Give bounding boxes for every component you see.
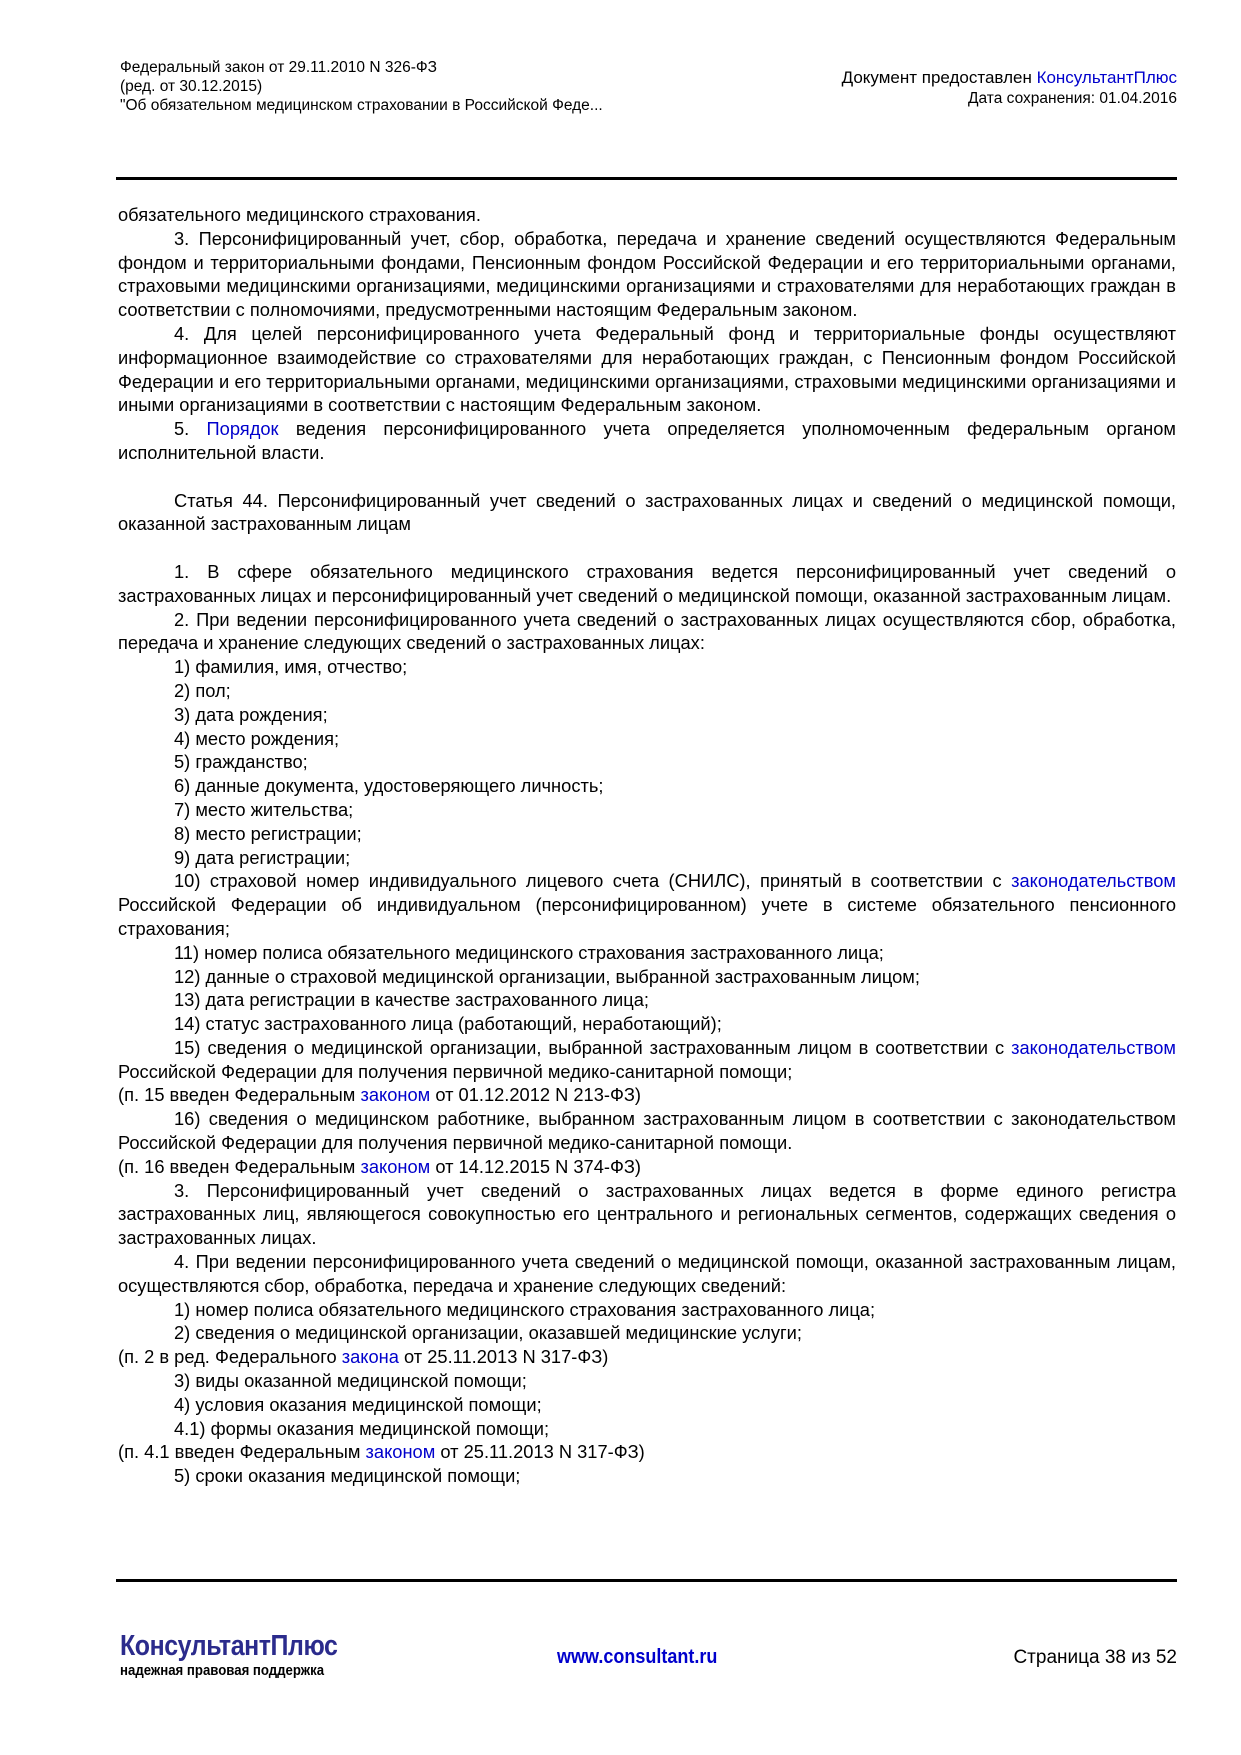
text: 15) сведения о медицинской организации, выбранной застрахованным лицом в соответствии с	[174, 1036, 1012, 1058]
footer-logo	[120, 1630, 373, 1680]
paragraph: 1. В сфере обязательного медицинского страхования ведется персонифицированный учет сведений о застрахованных лицах и персонифицированный учет сведений о медицинской помощи, оказанной застрахованным лицам.	[118, 560, 1176, 606]
list-item: 8) место регистрации;	[174, 822, 362, 844]
text: от 14.12.2015 N 374-ФЗ)	[430, 1155, 642, 1177]
doc-title-line: Федеральный закон от 29.11.2010 N 326-ФЗ	[120, 59, 438, 76]
text: (п. 4.1 введен Федеральным	[118, 1441, 366, 1463]
legislation-link[interactable]: законодательством	[1011, 870, 1176, 892]
text: от 01.12.2012 N 213-ФЗ)	[430, 1084, 642, 1106]
law-link[interactable]: законом	[360, 1084, 431, 1106]
text: (п. 16 введен Федеральным	[118, 1155, 361, 1177]
poryadok-link[interactable]: Порядок	[206, 418, 279, 440]
list-item: 3) дата рождения;	[174, 703, 328, 725]
doc-name-line: "Об обязательном медицинском страховании в Российской Феде...	[120, 97, 603, 114]
list-item	[118, 869, 1176, 940]
list-item: 16) сведения о медицинском работнике, выбранном застрахованным лицом в соответствии с законодательством Российской Федерации для получения первичной медико-санитарной помощи.	[118, 1108, 1176, 1154]
website-link[interactable]: www.consultant.ru	[557, 1646, 718, 1668]
save-date: Дата сохранения: 01.04.2016	[968, 90, 1177, 107]
amendment-note	[118, 1083, 1176, 1107]
header-divider	[116, 177, 1177, 180]
page-number: Страница 38 из 52	[1013, 1647, 1177, 1668]
amendment-note	[118, 1440, 1176, 1464]
text: 5.	[174, 418, 207, 440]
provided-by-label: Документ предоставлен	[841, 68, 1037, 87]
list-item: 9) дата регистрации;	[174, 846, 351, 868]
list-item: 7) место жительства;	[174, 798, 354, 820]
brand-name: КонсультантПлюс	[120, 1630, 338, 1662]
list-item: 5) гражданство;	[174, 751, 308, 773]
text: Российской Федерации для получения первичной медико-санитарной помощи;	[118, 1060, 793, 1082]
law-link[interactable]: законом	[360, 1155, 431, 1177]
list-item: 11) номер полиса обязательного медицинского страхования застрахованного лица;	[174, 941, 884, 963]
list-item: 6) данные документа, удостоверяющего личность;	[174, 775, 604, 797]
paragraph: 4. При ведении персонифицированного учета сведений о медицинской помощи, оказанной застрахованным лицам, осуществляются сбор, обработка, передача и хранение следующих сведений:	[118, 1251, 1176, 1296]
paragraph: 4. Для целей персонифицированного учета Федеральный фонд и территориальные фонды осуществляют информационное взаимодействие со страхователями для неработающих граждан, с Пенсионным фондом Российской Федерации и его территориальными органами, медицинскими организациями, страховыми медицинскими организациями и иными организациями в соответствии с настоящим Федеральным законом.	[118, 322, 1176, 416]
text: Российской Федерации об индивидуальном (персонифицированном) учете в системе обязательного пенсионного страхования;	[118, 894, 1176, 939]
amendment-note	[118, 1155, 1176, 1179]
paragraph: обязательного медицинского страхования.	[118, 204, 481, 225]
text: (п. 2 в ред. Федерального	[118, 1346, 342, 1368]
law-link[interactable]: закона	[341, 1346, 399, 1368]
document-header-provider	[842, 67, 1177, 109]
legislation-link[interactable]: законодательством	[1011, 1036, 1176, 1058]
paragraph	[118, 417, 1176, 465]
doc-edition-line: (ред. от 30.12.2015)	[120, 78, 263, 95]
paragraph: 3. Персонифицированный учет сведений о застрахованных лицах ведется в форме единого регистра застрахованных лиц, являющегося совокупностью его центрального и региональных сегментов, содержащих сведения о застрахованных лицах.	[118, 1179, 1176, 1249]
provided-by	[842, 67, 1177, 88]
list-item: 13) дата регистрации в качестве застрахованного лица;	[174, 989, 649, 1011]
provider-link[interactable]: КонсультантПлюс	[1036, 68, 1177, 87]
paragraph: 2. При ведении персонифицированного учета сведений о застрахованных лицах осуществляются сбор, обработка, передача и хранение следующих сведений о застрахованных лицах:	[118, 608, 1176, 654]
text: 10) страховой номер индивидуального лицевого счета (СНИЛС), принятый в соответствии с	[174, 870, 1012, 892]
text: ведения персонифицированного учета определяется уполномоченным федеральным органом исполнительной власти.	[118, 418, 1176, 463]
list-item	[118, 1036, 1176, 1084]
list-item: 2) сведения о медицинской организации, оказавшей медицинские услуги;	[174, 1322, 802, 1344]
document-header-title	[120, 58, 603, 115]
document-body	[118, 203, 1176, 1488]
text: от 25.11.2013 N 317-ФЗ)	[398, 1346, 609, 1368]
text: от 25.11.2013 N 317-ФЗ)	[435, 1441, 645, 1463]
law-link[interactable]: законом	[365, 1441, 436, 1463]
article-title: Статья 44. Персонифицированный учет сведений о застрахованных лицах и сведений о медицинской помощи, оказанной застрахованным лицам	[118, 489, 1176, 535]
list-item: 4) условия оказания медицинской помощи;	[174, 1393, 542, 1415]
amendment-note	[118, 1345, 1176, 1369]
list-item: 14) статус застрахованного лица (работающий, неработающий);	[174, 1013, 722, 1035]
list-item: 1) номер полиса обязательного медицинского страхования застрахованного лица;	[174, 1298, 876, 1320]
footer-divider	[116, 1579, 1177, 1582]
list-item: 4) место рождения;	[174, 727, 340, 749]
list-item: 1) фамилия, имя, отчество;	[174, 656, 408, 678]
list-item: 2) пол;	[174, 679, 231, 701]
list-item: 3) виды оказанной медицинской помощи;	[174, 1370, 527, 1392]
brand-tagline: надежная правовая поддержка	[120, 1662, 325, 1679]
list-item: 5) сроки оказания медицинской помощи;	[174, 1465, 521, 1487]
list-item: 12) данные о страховой медицинской организации, выбранной застрахованным лицом;	[174, 965, 920, 987]
list-item: 4.1) формы оказания медицинской помощи;	[174, 1417, 550, 1439]
text: (п. 15 введен Федеральным	[118, 1084, 361, 1106]
paragraph: 3. Персонифицированный учет, сбор, обработка, передача и хранение сведений осуществляются Федеральным фондом и территориальными фондами, Пенсионным фондом Российской Федерации и его территориальными органами, страховыми медицинскими организациями, медицинскими организациями и страхователями для неработающих граждан в соответствии с полномочиями, предусмотренными настоящим Федеральным законом.	[118, 227, 1176, 321]
